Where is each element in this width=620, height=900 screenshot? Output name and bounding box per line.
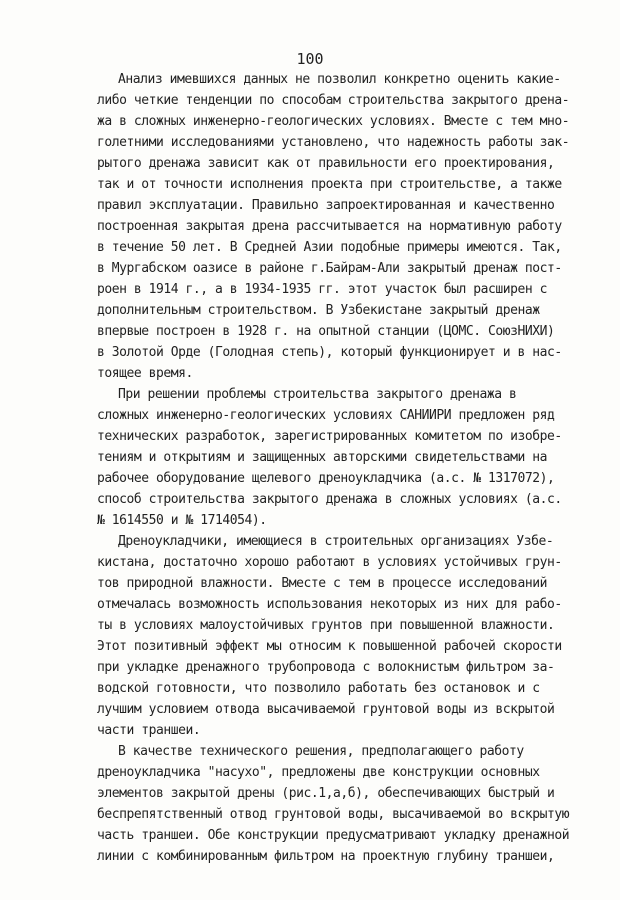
text-line: ты в условиях малоустойчивых грунтов при повышенной влажности.	[97, 618, 555, 633]
text-line: при укладке дренажного трубопровода с волокнистым фильтром за-	[97, 660, 555, 675]
text-line: Этот позитивный эффект мы относим к повышенной рабочей скорости	[97, 639, 562, 654]
text-line: в Мургабском оазисе в районе г.Байрам-Али закрытый дренаж пост-	[97, 261, 562, 276]
text-line: тениям и открытиям и защищенных авторскими свидетельствами на	[97, 450, 547, 465]
text-line: правил эксплуатации. Правильно запроектированная и качественно	[97, 198, 555, 213]
text-line: беспрепятственный отвод грунтовой воды, высачиваемой во вскрытую	[97, 807, 570, 822]
page-number: 100	[296, 50, 324, 68]
text-line: дреноукладчика "насухо", предложены две конструкции основных	[97, 765, 540, 780]
text-line: № 1614550 и № 1714054).	[97, 513, 267, 528]
text-line: часть траншеи. Обе конструкции предусматривают укладку дренажной	[97, 828, 570, 843]
text-line: элементов закрытой дрены (рис.1,а,б), обеспечивающих быстрый и	[97, 786, 555, 801]
text-line: При решении проблемы строительства закрытого дренажа в	[118, 387, 517, 402]
text-line: рабочее оборудование щелевого дреноукладчика (а.с. № 1317072),	[97, 471, 555, 486]
text-line: водской готовности, что позволило работать без остановок и с	[97, 681, 540, 696]
text-line: лучшим условием отвода высачиваемой грунтовой воды из вскрытой	[97, 702, 555, 717]
text-line: тов природной влажности. Вместе с тем в процессе исследований	[97, 576, 547, 591]
text-line: дополнительным строительством. В Узбекистане закрытый дренаж	[97, 303, 540, 318]
text-line: либо четкие тенденции по способам строительства закрытого дрена-	[97, 93, 570, 108]
text-line: кистана, достаточно хорошо работают в условиях устойчивых грун-	[97, 555, 562, 570]
text-line: В качестве технического решения, предполагающего работу	[118, 744, 524, 759]
text-line: Анализ имевшихся данных не позволил конкретно оценить какие-	[118, 72, 561, 87]
text-line: жа в сложных инженерно-геологических условиях. Вместе с тем мно-	[97, 114, 570, 129]
text-line: части траншеи.	[97, 723, 201, 738]
text-line: сложных инженерно-геологических условиях САНИИРИ предложен ряд	[97, 408, 555, 423]
text-line: так и от точности исполнения проекта при строительстве, а также	[97, 177, 562, 192]
text-line: в Золотой Орде (Голодная степь), который функционирует и в нас-	[97, 345, 562, 360]
text-line: отмечалась возможность использования некоторых из них для рабо-	[97, 597, 562, 612]
text-line: Дреноукладчики, имеющиеся в строительных организациях Узбе-	[118, 534, 554, 549]
text-line: рытого дренажа зависит как от правильности его проектирования,	[97, 156, 555, 171]
text-line: технических разработок, зарегистрированных комитетом по изобре-	[97, 429, 562, 444]
text-line: построенная закрытая дрена рассчитывается на нормативную работу	[97, 219, 562, 234]
text-line: в течение 50 лет. В Средней Азии подобные примеры имеются. Так,	[97, 240, 562, 255]
text-line: способ строительства закрытого дренажа в сложных условиях (а.с.	[97, 492, 562, 507]
text-line: роен в 1914 г., а в 1934-1935 гг. этот участок был расширен с	[97, 282, 547, 297]
text-line: тоящее время.	[97, 366, 193, 381]
text-line: голетними исследованиями установлено, что надежность работы зак-	[97, 135, 570, 150]
text-line: линии с комбинированным фильтром на проектную глубину траншеи,	[97, 849, 555, 864]
text-line: впервые построен в 1928 г. на опытной станции (ЦОМС. СоюзНИХИ)	[97, 324, 555, 339]
